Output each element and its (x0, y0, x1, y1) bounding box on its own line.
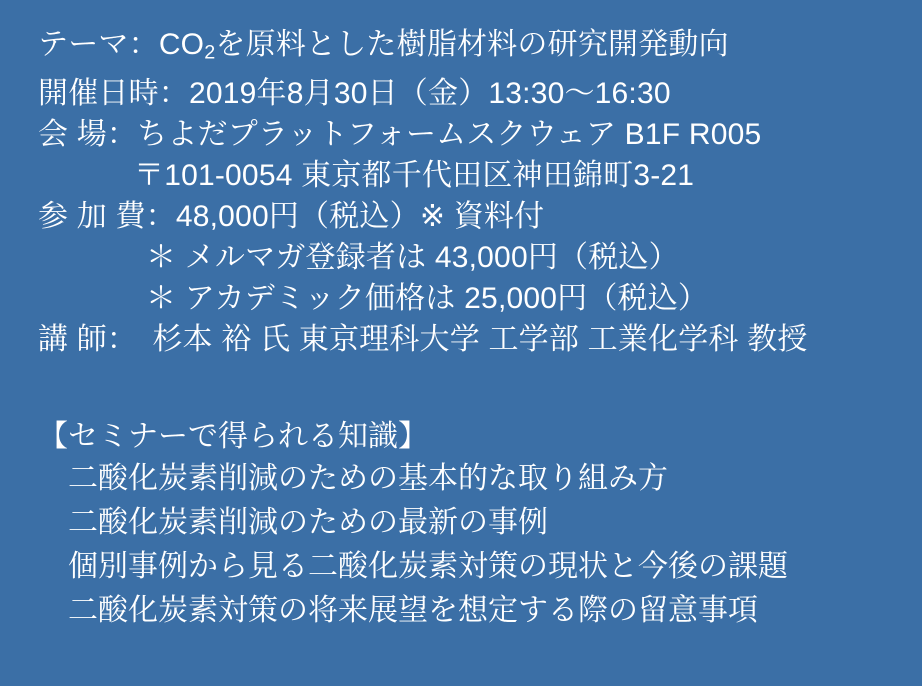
knowledge-item: 二酸化炭素対策の将来展望を想定する際の留意事項 (68, 594, 758, 628)
info-value-fee: 48,000円（税込）※ 資料付 (175, 200, 545, 234)
info-value-address: 〒101-0054 東京都千代田区神田錦町3-21 (134, 159, 695, 193)
info-row-fee (38, 196, 894, 237)
info-row-venue (38, 114, 894, 155)
section-spacer (38, 360, 894, 416)
info-label-fee: 参 加 費： (38, 200, 176, 234)
info-label-venue: 会 場： (38, 118, 138, 152)
info-row-theme (38, 24, 894, 73)
info-value-lecturer: 杉本 裕 氏 東京理科大学 工学部 工業化学科 教授 (122, 323, 808, 357)
theme-formula-subscript: 2 (204, 41, 216, 64)
info-row-address (38, 155, 894, 196)
info-label-datetime: 開催日時： (38, 77, 189, 111)
knowledge-item: 二酸化炭素削減のための基本的な取り組み方 (68, 462, 668, 496)
knowledge-section-heading: 【セミナーで得られる知識】 (38, 420, 428, 454)
info-row-fee-note-newsletter (38, 237, 894, 278)
info-row-datetime (38, 73, 894, 114)
theme-value-rest: を原料とした樹脂材料の研究開発動向 (215, 28, 729, 61)
knowledge-item: 個別事例から見る二酸化炭素対策の現状と今後の課題 (68, 550, 788, 584)
info-label-theme: テーマ： (38, 28, 159, 61)
theme-formula-pre: CO (158, 28, 205, 61)
info-value-fee-academic: ＊ アカデミック価格は 25,000円（税込） (146, 282, 709, 316)
info-value-theme (158, 28, 729, 64)
info-row-fee-note-academic (38, 278, 894, 319)
info-label-lecturer: 講 師： (38, 323, 123, 357)
knowledge-item: 二酸化炭素削減のための最新の事例 (68, 506, 548, 540)
info-value-fee-newsletter: ＊ メルマガ登録者は 43,000円（税込） (146, 241, 679, 275)
info-value-venue: ちよだプラットフォームスクウェア B1F R005 (137, 118, 762, 152)
info-row-lecturer (38, 319, 894, 360)
info-value-datetime: 2019年8月30日（金）13:30〜16:30 (189, 77, 671, 111)
